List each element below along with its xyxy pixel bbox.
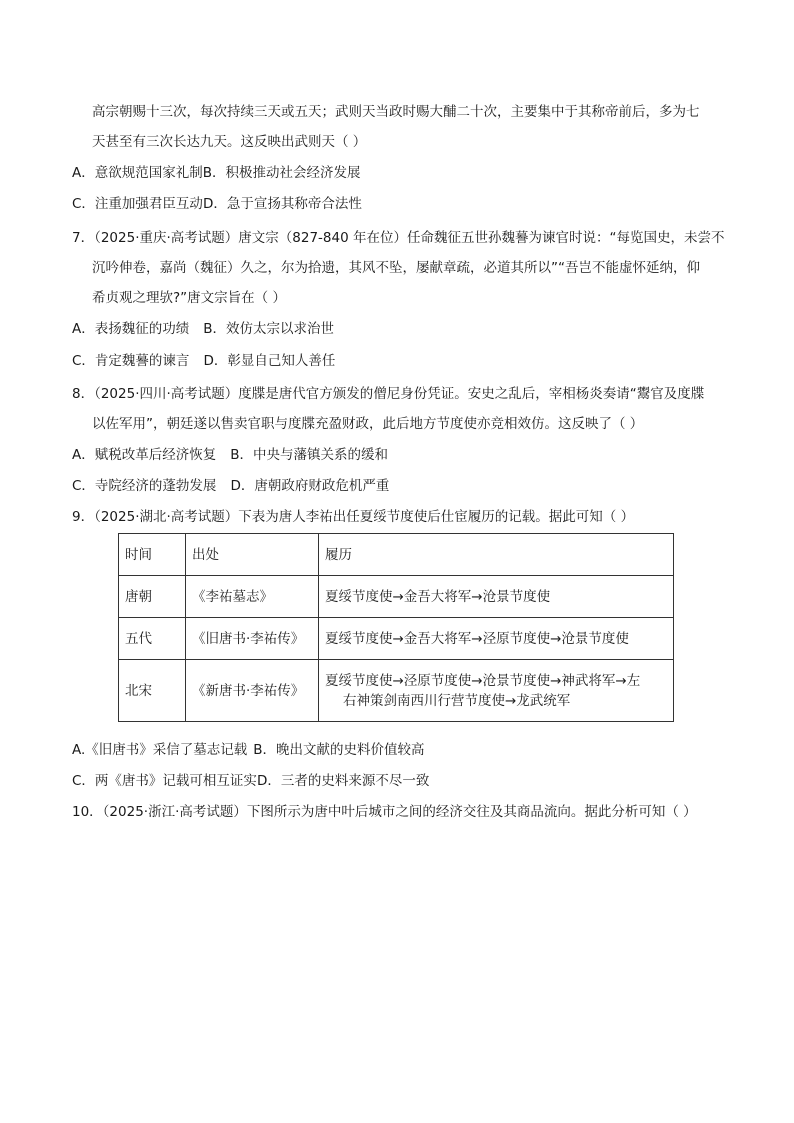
q6-options-row-1 — [72, 163, 361, 183]
q8-option-a[interactable]: A．赋税改革后经济恢复 — [72, 447, 217, 463]
q6-options-row-2 — [72, 194, 362, 214]
q9-option-c[interactable]: C．两《唐书》记载可相互证实 — [72, 773, 257, 789]
table-row — [119, 660, 674, 722]
q7-stem-line-2: 沉吟伸卷，嘉尚（魏征）久之，尔为拾遗，其风不坠，屡献章疏，必道其所以”“吾岂不能虚怀延纳，仰 — [92, 260, 700, 276]
q8-options-row-2 — [72, 476, 389, 496]
q8-stem-line-1: 8．（2025·四川·高考试题）度牒是唐代官方颁发的僧尼身份凭证。安史之乱后，宰相杨炎奏请“鬻官及度牒 — [72, 386, 705, 402]
q8-option-d[interactable]: D．唐朝政府财政危机严重 — [230, 478, 390, 494]
q9-option-b[interactable]: B．晚出文献的史料价值较高 — [253, 742, 425, 758]
table-cell-period: 北宋 — [119, 660, 186, 722]
table-header-cell: 出处 — [186, 534, 319, 576]
table-cell-source: 《李祐墓志》 — [186, 576, 319, 618]
table-cell-career — [319, 618, 674, 660]
table-cell-period: 五代 — [119, 618, 186, 660]
table-header-cell: 履历 — [319, 534, 674, 576]
q6-option-a[interactable]: A．意欲规范国家礼制 — [72, 165, 203, 181]
q7-option-b[interactable]: B．效仿太宗以求治世 — [203, 321, 335, 337]
q10-stem-line-1: 10．（2025·浙江·高考试题）下图所示为唐中叶后城市之间的经济交往及其商品流向。据此分析可知（ ） — [72, 804, 697, 820]
table-header-cell: 时间 — [119, 534, 186, 576]
q7-stem-line-1: 7．（2025·重庆·高考试题）唐文宗（827-840 年在位）任命魏征五世孙魏謩为谏官时说：“每览国史，未尝不 — [72, 230, 725, 246]
q8-options-row-1 — [72, 445, 388, 465]
q9-options-row-2 — [72, 771, 429, 791]
table-cell-career — [319, 660, 674, 722]
q9-options-row-1 — [72, 740, 425, 760]
table-header-row — [119, 534, 674, 576]
career-text-continued: 右神策剑南西川行营节度使→龙武统军 — [343, 692, 571, 709]
q6-option-b[interactable]: B．积极推动社会经济发展 — [202, 165, 361, 181]
q7-option-d[interactable]: D．彰显自己知人善任 — [203, 353, 336, 369]
q8-option-b[interactable]: B．中央与藩镇关系的缓和 — [230, 447, 389, 463]
table-cell-career — [319, 576, 674, 618]
q7-option-a[interactable]: A．表扬魏征的功绩 — [72, 321, 190, 337]
q7-option-c[interactable]: C．肯定魏謩的谏言 — [72, 353, 190, 369]
table-row — [119, 576, 674, 618]
q9-option-d[interactable]: D．三者的史料来源不尽一致 — [256, 773, 430, 789]
table-cell-source: 《旧唐书·李祐传》 — [186, 618, 319, 660]
career-text: 夏绥节度使→金吾大将军→沧景节度使 — [325, 588, 551, 605]
table-cell-source: 《新唐书·李祐传》 — [186, 660, 319, 722]
q7-options-row-1 — [72, 319, 334, 339]
q6-stem-line-1: 高宗朝赐十三次，每次持续三天或五天；武则天当政时赐大酺二十次，主要集中于其称帝前后，多为七 — [92, 104, 700, 120]
q6-option-c[interactable]: C．注重加强君臣互动 — [72, 196, 203, 212]
q9-stem-line-1: 9．（2025·湖北·高考试题）下表为唐人李祐出任夏绥节度使后仕宦履历的记载。据此可知（ ） — [72, 509, 635, 525]
career-record-table — [118, 533, 674, 722]
table-cell-period: 唐朝 — [119, 576, 186, 618]
q9-option-a[interactable]: A.《旧唐书》采信了墓志记载 — [72, 742, 248, 758]
career-text: 夏绥节度使→泾原节度使→沧景节度使→神武将军→左 — [325, 672, 641, 689]
career-text: 夏绥节度使→金吾大将军→泾原节度使→沧景节度使 — [325, 630, 629, 647]
q6-stem-line-2: 天甚至有三次长达九天。这反映出武则天（ ） — [92, 134, 367, 150]
q8-option-c[interactable]: C．寺院经济的蓬勃发展 — [72, 478, 217, 494]
q7-stem-line-3: 希贞观之理欤?”唐文宗旨在（ ） — [92, 290, 286, 306]
q8-stem-line-2: 以佐军用”，朝廷遂以售卖官职与度牒充盈财政，此后地方节度使亦竞相效仿。这反映了（ ） — [92, 416, 644, 432]
q6-option-d[interactable]: D．急于宣扬其称帝合法性 — [202, 196, 362, 212]
table-row — [119, 618, 674, 660]
q7-options-row-2 — [72, 351, 335, 371]
